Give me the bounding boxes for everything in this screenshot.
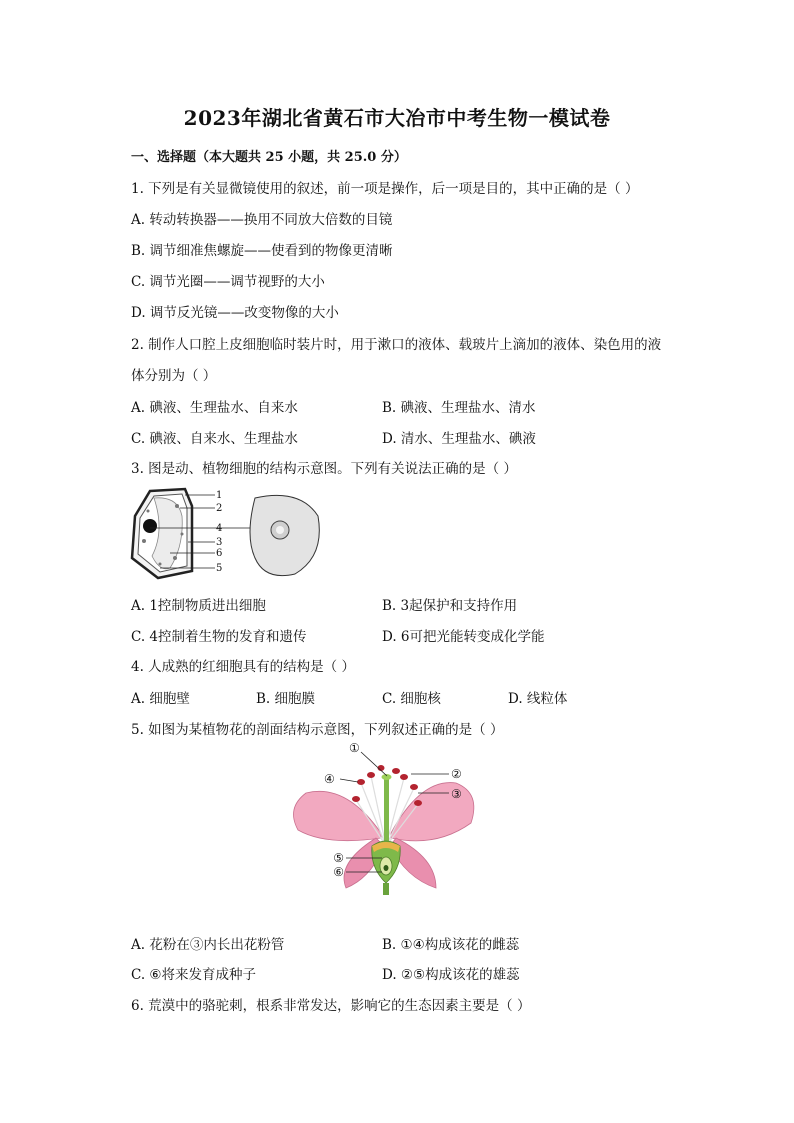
question-1-option-b: B. 调节细准焦螺旋——使看到的物像更清晰 xyxy=(131,243,393,259)
question-1-option-c: C. 调节光圈——调节视野的大小 xyxy=(131,274,325,290)
question-3-option-a: A. 1控制物质进出细胞 xyxy=(131,598,266,614)
cell-label-2: 2 xyxy=(216,503,223,514)
question-1-option-a: A. 转动转换器——换用不同放大倍数的目镜 xyxy=(131,212,393,228)
question-3-option-c: C. 4控制着生物的发育和遗传 xyxy=(131,629,307,645)
flower-label-4: ④ xyxy=(324,772,335,786)
question-2-option-c: C. 碘液、自来水、生理盐水 xyxy=(131,431,298,447)
question-4-option-b: B. 细胞膜 xyxy=(256,691,316,707)
flower-label-3: ③ xyxy=(451,787,462,801)
question-5-option-b: B. ①④构成该花的雌蕊 xyxy=(382,937,520,953)
question-3-option-b: B. 3起保护和支持作用 xyxy=(382,598,518,614)
question-2-option-a: A. 碘液、生理盐水、自来水 xyxy=(131,400,298,416)
cell-label-6: 6 xyxy=(216,548,223,559)
question-5-option-c: C. ⑥将来发育成种子 xyxy=(131,967,257,983)
cell-label-4: 4 xyxy=(216,523,223,534)
cell-label-1: 1 xyxy=(216,490,223,501)
question-4-option-a: A. 细胞壁 xyxy=(131,691,190,707)
section-heading: 一、选择题（本大题共 25 小题，共 25.0 分） xyxy=(131,150,407,165)
cell-label-3: 3 xyxy=(216,537,223,548)
question-2-option-b: B. 碘液、生理盐水、清水 xyxy=(382,400,536,416)
animal-cell-drawing xyxy=(250,495,319,575)
flower-diagram xyxy=(286,738,486,896)
question-5-option-d: D. ②⑤构成该花的雄蕊 xyxy=(382,967,520,983)
question-6-stem: 6. 荒漠中的骆驼刺，根系非常发达，影响它的生态因素主要是（ ） xyxy=(131,998,531,1014)
flower-label-2: ② xyxy=(451,767,462,781)
flower-label-5: ⑤ xyxy=(333,851,344,865)
question-5-option-a: A. 花粉在③内长出花粉管 xyxy=(131,937,285,953)
question-4-option-c: C. 细胞核 xyxy=(382,691,441,707)
cell-label-5: 5 xyxy=(216,563,223,574)
question-1-option-d: D. 调节反光镜——改变物像的大小 xyxy=(131,305,339,321)
plant-cell-drawing xyxy=(132,489,192,578)
flower-label-1: ① xyxy=(349,741,360,755)
question-5-stem: 5. 如图为某植物花的剖面结构示意图，下列叙述正确的是（ ） xyxy=(131,722,504,738)
question-1-stem: 1. 下列是有关显微镜使用的叙述，前一项是操作，后一项是目的，其中正确的是（ ） xyxy=(131,181,639,197)
question-3-stem: 3. 图是动、植物细胞的结构示意图。下列有关说法正确的是（ ） xyxy=(131,461,517,477)
question-2-stem-line2: 体分别为（ ） xyxy=(131,368,217,384)
flower-label-6: ⑥ xyxy=(333,865,344,879)
page-title: 2023年湖北省黄石市大冶市中考生物一模试卷 xyxy=(183,106,611,130)
question-4-option-d: D. 线粒体 xyxy=(508,691,568,707)
question-4-stem: 4. 人成熟的红细胞具有的结构是（ ） xyxy=(131,659,355,675)
question-3-option-d: D. 6可把光能转变成化学能 xyxy=(382,629,545,645)
cell-diagram xyxy=(130,486,330,581)
question-2-option-d: D. 清水、生理盐水、碘液 xyxy=(382,431,536,447)
question-2-stem-line1: 2. 制作人口腔上皮细胞临时装片时，用于漱口的液体、载玻片上滴加的液体、染色用的液 xyxy=(131,337,662,353)
